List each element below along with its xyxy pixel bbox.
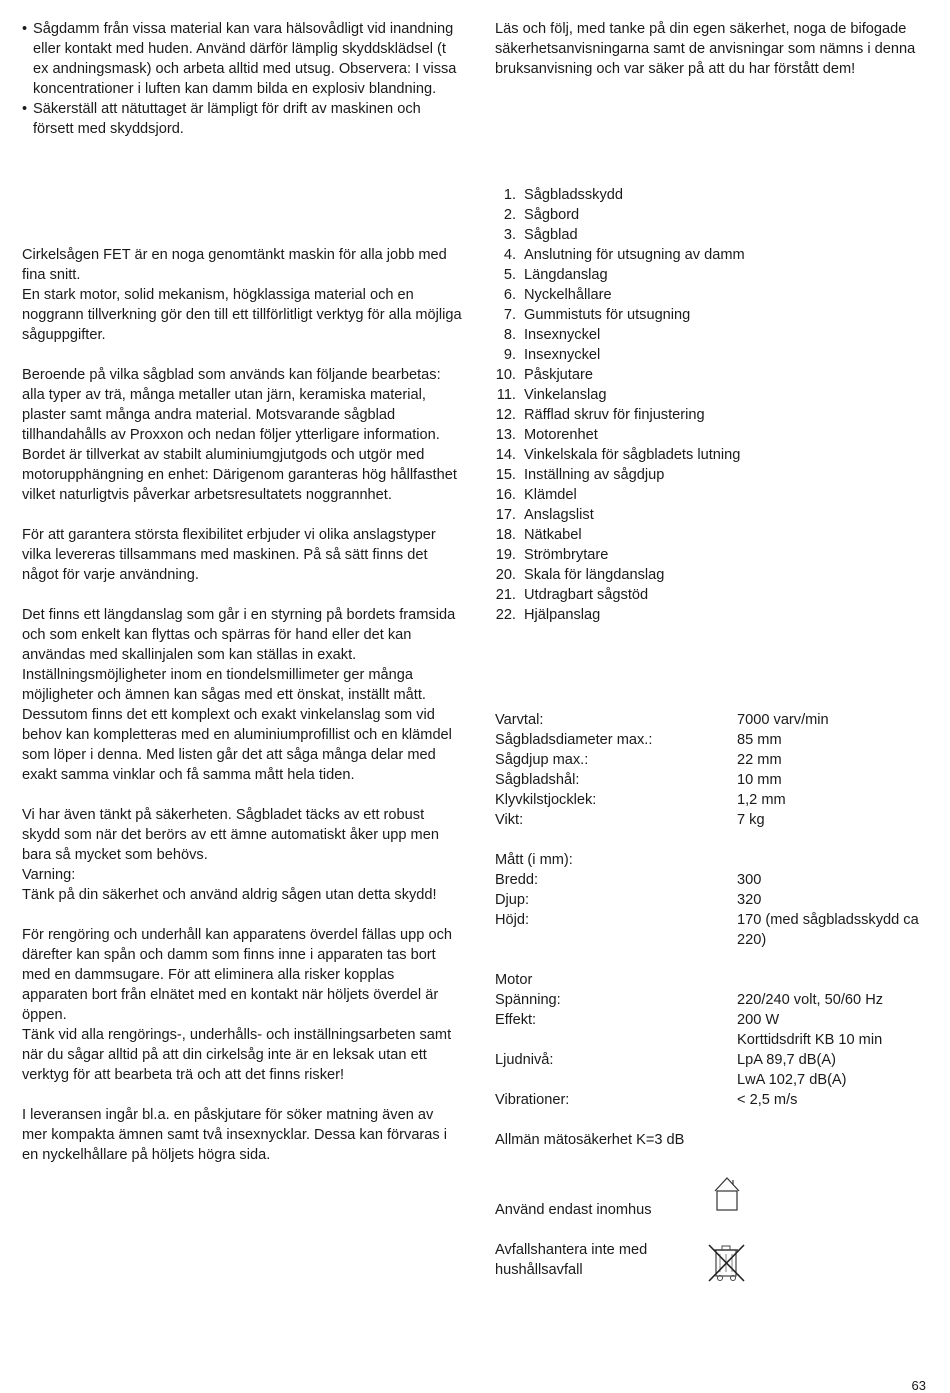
item-number: 13. xyxy=(495,427,516,443)
spec-row: Sågdjup max.: 22 mm xyxy=(495,752,782,768)
item-number: 22. xyxy=(495,607,516,623)
parts-list-item xyxy=(495,265,935,285)
parts-list-item xyxy=(495,205,935,225)
spec-row: LwA 102,7 dB(A) xyxy=(737,1072,847,1088)
warning-label: Varning: xyxy=(22,867,76,883)
parts-list-item xyxy=(495,485,935,505)
spec-row: Vibrationer: < 2,5 m/s xyxy=(495,1092,798,1108)
item-number: 4. xyxy=(503,247,516,263)
item-number: 6. xyxy=(503,287,516,303)
paragraph: Dessutom finns det ett komplext och exakt vinkelanslag som vid behov kan kompletteras med en aluminiumprofillist och en klämdel som löper i denna. Med listen går det att såga många delar med exakt samma vinklar och få samma mått hela tiden. xyxy=(22,707,452,783)
spec-row: Varvtal: 7000 varv/min xyxy=(495,712,829,728)
item-number: 20. xyxy=(495,567,516,583)
item-number: 9. xyxy=(503,347,516,363)
item-label: Utdragbart sågstöd xyxy=(524,587,649,603)
spec-row: Korttidsdrift KB 10 min xyxy=(737,1032,883,1048)
parts-list-item xyxy=(495,365,935,385)
item-label: Sågblad xyxy=(524,227,578,243)
specifications xyxy=(495,710,935,1150)
item-label: Klämdel xyxy=(524,487,577,503)
dimensions-heading: Mått (i mm): xyxy=(495,852,573,868)
item-label: Anslutning för utsugning av damm xyxy=(524,247,745,263)
left-column xyxy=(22,19,462,139)
item-label: Räfflad skruv för finjustering xyxy=(524,407,705,423)
item-label: Strömbrytare xyxy=(524,547,609,563)
spec-row: Höjd: 170 (med sågbladsskydd ca 220) xyxy=(495,912,919,948)
paragraph: Det finns ett längdanslag som går i en styrning på bordets framsida och som enkelt kan flyttas och spärras för hand eller det kan användas med skallinjalen som kan ställas in exakt. xyxy=(22,607,456,663)
item-number: 3. xyxy=(503,227,516,243)
paragraph: Bordet är tillverkat av stabilt aluminiumgjutgods och utgör med motorupphängning en enhet: Därigenom garanteras hög hållfasthet vilket naturligtvis påverkar arbetsresultatets noggrannhet. xyxy=(22,447,457,503)
parts-list-item xyxy=(495,425,935,445)
parts-list-item xyxy=(495,465,935,485)
parts-list-item xyxy=(495,245,935,265)
spec-row: Sågbladshål: 10 mm xyxy=(495,772,782,788)
parts-list xyxy=(495,185,935,625)
parts-list-item xyxy=(495,545,935,565)
measurement-uncertainty: Allmän mätosäkerhet K=3 dB xyxy=(495,1132,685,1148)
spec-row: Effekt: 200 W xyxy=(495,1012,780,1028)
item-number: 8. xyxy=(503,327,516,343)
safety-bullet: • Säkerställ att nätuttaget är lämpligt för drift av maskinen och försett med skyddsjord. xyxy=(22,99,462,139)
item-label: Sågbord xyxy=(524,207,580,223)
item-label: Längdanslag xyxy=(524,267,608,283)
paragraph: Beroende på vilka sågblad som används kan följande bearbetas: alla typer av trä, många metaller utan järn, keramiska material, plaster samt många andra material. Motsvarande sågblad tillhandahålls av Proxxon och nedan följer ytterligare information. xyxy=(22,367,441,443)
parts-list-item xyxy=(495,565,935,585)
item-label: Inställning av sågdjup xyxy=(524,467,665,483)
paragraph: I leveransen ingår bl.a. en påskjutare för söker matning även av mer kompakta ämnen samt två insexnycklar. Dessa kan förvaras i en nyckelhållare på höljets högra sida. xyxy=(22,1107,448,1163)
spec-row: Spänning: 220/240 volt, 50/60 Hz xyxy=(495,992,884,1008)
indoor-note: Använd endast inomhus xyxy=(495,1202,652,1218)
parts-list-item xyxy=(495,225,935,245)
item-number: 1. xyxy=(503,187,516,203)
spec-row: Vikt: 7 kg xyxy=(495,812,765,828)
item-number: 21. xyxy=(495,587,516,603)
item-label: Skala för längdanslag xyxy=(524,567,665,583)
spec-row: Ljudnivå: LpA 89,7 dB(A) xyxy=(495,1052,836,1068)
parts-list-item xyxy=(495,385,935,405)
item-number: 7. xyxy=(503,307,516,323)
item-number: 10. xyxy=(495,367,516,383)
item-label: Gummistuts för utsugning xyxy=(524,307,691,323)
item-label: Sågbladsskydd xyxy=(524,187,623,203)
item-number: 2. xyxy=(503,207,516,223)
paragraph: Tänk vid alla rengörings-, underhålls- och inställningsarbeten samt när du sågar alltid på att din cirkelsåg inte är en leksak utan ett verktyg för att bearbeta trä och att det finns risker! xyxy=(22,1027,452,1083)
parts-list-item xyxy=(495,445,935,465)
item-label: Motorenhet xyxy=(524,427,598,443)
item-number: 14. xyxy=(495,447,516,463)
paragraph: Vi har även tänkt på säkerheten. Sågbladet täcks av ett robust skydd som när det berörs av ett ämne automatiskt åker upp men bara så mycket som behövs. xyxy=(22,807,439,863)
warning-text: Tänk på din säkerhet och använd aldrig sågen utan detta skydd! xyxy=(22,887,437,903)
description-section xyxy=(22,245,462,1165)
item-label: Nätkabel xyxy=(524,527,582,543)
parts-list-item xyxy=(495,585,935,605)
crossed-bin-icon xyxy=(706,1242,748,1289)
spec-row: Djup: 320 xyxy=(495,892,762,908)
item-number: 16. xyxy=(495,487,516,503)
item-number: 15. xyxy=(495,467,516,483)
safety-bullet: • Sågdamm från vissa material kan vara hälsovådligt vid inandning eller kontakt med huden. Använd därför lämplig skyddsklädsel (t ex andningsmask) och arbeta alltid med utsug. Observera: I vissa koncentrationer i luften kan damm bilda en explosiv blandning. xyxy=(22,19,462,99)
item-number: 12. xyxy=(495,407,516,423)
page-number: 63 xyxy=(911,1378,926,1393)
parts-list-item xyxy=(495,305,935,325)
parts-list-item xyxy=(495,505,935,525)
item-label: Påskjutare xyxy=(524,367,593,383)
parts-list-item xyxy=(495,605,935,625)
item-number: 19. xyxy=(495,547,516,563)
item-number: 17. xyxy=(495,507,516,523)
paragraph: För att garantera största flexibilitet erbjuder vi olika anslagstyper vilka levereras tillsammans med maskinen. På så sätt finns det något för varje användning. xyxy=(22,527,436,583)
spec-row: Sågbladsdiameter max.: 85 mm xyxy=(495,732,782,748)
spec-row: Klyvkilstjocklek: 1,2 mm xyxy=(495,792,786,808)
parts-list-item xyxy=(495,325,935,345)
paragraph: En stark motor, solid mekanism, högklassiga material och en noggrann tillverkning gör den till ett tillförlitligt verktyg för alla möjliga såguppgifter. xyxy=(22,287,462,343)
parts-list-item xyxy=(495,405,935,425)
waste-note: Avfallshantera inte med hushållsavfall xyxy=(495,1242,648,1278)
parts-list-item xyxy=(495,185,935,205)
item-label: Insexnyckel xyxy=(524,327,601,343)
paragraph: Cirkelsågen FET är en noga genomtänkt maskin för alla jobb med fina snitt. xyxy=(22,247,447,283)
item-number: 5. xyxy=(503,267,516,283)
item-number: 11. xyxy=(496,387,516,403)
item-number: 18. xyxy=(495,527,516,543)
parts-list-item xyxy=(495,345,935,365)
item-label: Vinkelanslag xyxy=(524,387,607,403)
spec-row: Bredd: 300 xyxy=(495,872,762,888)
item-label: Nyckelhållare xyxy=(524,287,612,303)
parts-list-item xyxy=(495,285,935,305)
house-icon xyxy=(713,1176,741,1217)
item-label: Hjälpanslag xyxy=(524,607,601,623)
paragraph: För rengöring och underhåll kan apparatens överdel fällas upp och därefter kan spån och damm som finns inne i apparaten tas bort med en dammsugare. För att eliminera alla risker kopplas apparaten bort från elnätet med en kontakt när höljets överdel är öppen. xyxy=(22,927,452,1023)
safety-intro: Läs och följ, med tanke på din egen säkerhet, noga de bifogade säkerhetsanvisningarna samt de anvisningar som nämns i denna bruksanvisning och var säker på att du har förstått dem! xyxy=(495,21,916,77)
item-label: Insexnyckel xyxy=(524,347,601,363)
motor-heading: Motor xyxy=(495,972,533,988)
item-label: Anslagslist xyxy=(524,507,594,523)
item-label: Vinkelskala för sågbladets lutning xyxy=(524,447,741,463)
parts-list-item xyxy=(495,525,935,545)
paragraph: Inställningsmöjligheter inom en tiondelsmillimeter ger många möjligheter och ämnen kan sågas med ett önskat, inställt mått. xyxy=(22,667,426,703)
